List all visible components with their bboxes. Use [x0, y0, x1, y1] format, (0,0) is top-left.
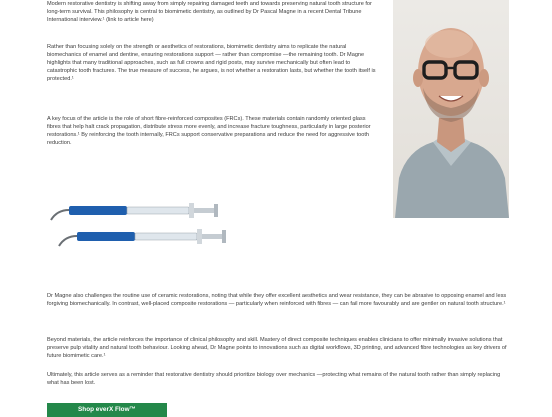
shop-everx-flow-button[interactable]: Shop everX Flow™: [47, 403, 167, 417]
portrait-photo: [393, 0, 509, 218]
syringe-illustration: [47, 190, 237, 262]
article-paragraph-conclusion: Ultimately, this article serves as a reminder that restorative dentistry should prioritize biology over mechanics —protecting what remains of the natural tooth rather than simply replacing what has been lost.: [47, 372, 501, 386]
article-paragraph-frc: A key focus of the article is the role of short fibre-reinforced composites (FRCs). These materials contain randomly oriented glass fibres that help halt crack propagation, distribute stress more evenly, and increase fracture toughness, particularly in large posterior restorations.¹ By reinforcing the tooth internally, FRCs support conservative preparations and reduce the need for aggressive tooth reduction.: [47, 116, 371, 146]
article-paragraph-philosophy: Beyond materials, the article reinforces the importance of clinical philosophy and skill. Mastery of direct composite techniques enables clinicians to offer minimally invasive solutions that preserve pulp vitality and natural tooth behaviour. Looking ahead, Dr Magne points to innovations such as digital workflows, 3D printing, and advanced fibre technologies as key drivers of future biomimetic care.¹: [47, 337, 507, 359]
article-paragraph-biomimetic: Rather than focusing solely on the strength or aesthetics of restorations, biomimetic dentistry aims to replicate the natural biomechanics of enamel and dentine, ensuring restorations support — rather than compromise —the remaining tooth. Dr Magne highlights that many traditional approaches, such as full crowns and rigid posts, may survive mechanically but often lead to catastrophic tooth fractures. The true measure of success, he argues, is not whether a restoration lasts, but whether the tooth itself is protected.¹: [47, 44, 376, 82]
article-paragraph-intro: Modern restorative dentistry is shifting away from simply repairing damaged teeth and towards preserving natural tooth structure for long-term survival. This philosophy is central to biomimetic dentistry, as outlined by Dr Pascal Magne in a recent Dental Tribune International interview.¹ (link to article here): [47, 1, 372, 23]
portrait-illustration: [393, 0, 509, 218]
composite-syringes-image: [47, 190, 237, 262]
article-paragraph-ceramics: Dr Magne also challenges the routine use of ceramic restorations, noting that while they offer excellent aesthetics and wear resistance, they can be abrasive to opposing enamel and less forgiving biomechanically. In contrast, well-placed composite restorations — particularly when reinforced with fibres — can fail more favourably and are gentler on natural tooth structure.¹: [47, 293, 507, 307]
